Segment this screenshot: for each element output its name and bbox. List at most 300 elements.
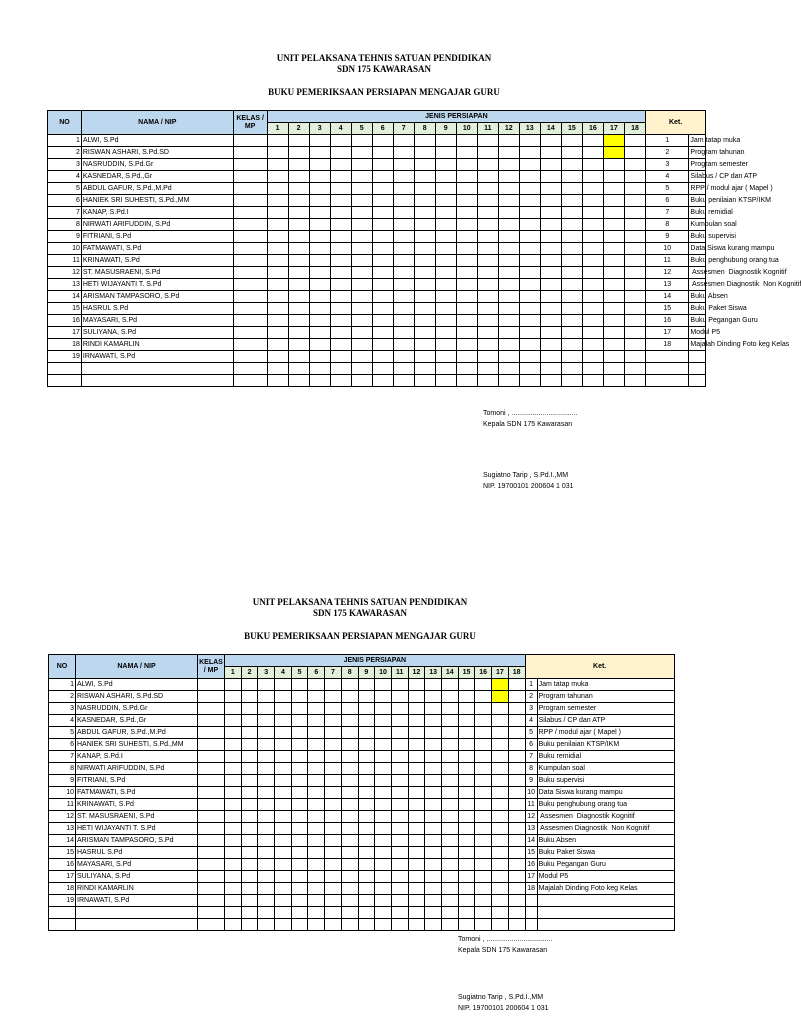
- teacher-name: MAYASARI, S.Pd: [81, 315, 233, 327]
- col-name-header: NAMA / NIP: [76, 655, 198, 679]
- ket-no: [525, 907, 537, 919]
- teacher-name: NASRUDDIN, S.Pd.Gr: [81, 159, 233, 171]
- kelas-cell: [198, 727, 225, 739]
- col-number-3: 3: [258, 667, 275, 679]
- kelas-cell: [198, 883, 225, 895]
- check-cell: [375, 859, 392, 871]
- check-cell: [258, 835, 275, 847]
- check-cell: [275, 739, 292, 751]
- ket-text: Buku remidial: [689, 207, 706, 219]
- check-cell: [258, 703, 275, 715]
- check-cell: [325, 763, 342, 775]
- teacher-no: 4: [48, 171, 82, 183]
- check-cell: [408, 883, 425, 895]
- check-cell: [275, 715, 292, 727]
- check-cell: [492, 871, 509, 883]
- check-cell: [225, 763, 242, 775]
- check-cell: [375, 871, 392, 883]
- check-cell: [275, 775, 292, 787]
- check-cell: [375, 691, 392, 703]
- check-cell: [475, 787, 492, 799]
- ket-text: Data Siswa kurang mampu: [689, 243, 706, 255]
- check-cell: [341, 823, 358, 835]
- table-row: [49, 799, 675, 811]
- check-cell: [492, 811, 509, 823]
- check-cell: [425, 715, 442, 727]
- table-row: [49, 751, 675, 763]
- col-number-5: 5: [291, 667, 308, 679]
- check-cell: [358, 811, 375, 823]
- teacher-no: 19: [49, 895, 76, 907]
- unit-heading: UNIT PELAKSANA TEHNIS SATUAN PENDIDIKAN: [276, 53, 492, 63]
- col-number-8: 8: [341, 667, 358, 679]
- check-cell: [241, 775, 258, 787]
- check-cell: [375, 787, 392, 799]
- col-kelas-header: KELAS / MP: [233, 111, 267, 135]
- check-cell: [375, 835, 392, 847]
- check-cell: [508, 919, 525, 931]
- check-cell: [508, 907, 525, 919]
- check-cell: [375, 763, 392, 775]
- teacher-no: 10: [48, 243, 82, 255]
- check-cell: [308, 751, 325, 763]
- teacher-name: HETI WIJAYANTI T. S.Pd: [76, 823, 198, 835]
- check-cell: [492, 835, 509, 847]
- check-cell: [391, 775, 408, 787]
- check-cell: [258, 775, 275, 787]
- check-cell: [408, 775, 425, 787]
- teacher-name: ST. MASUSRAENI, S.Pd: [76, 811, 198, 823]
- ket-no: 13: [646, 279, 689, 291]
- check-cell: [358, 703, 375, 715]
- check-cell: [258, 739, 275, 751]
- ket-no: 15: [646, 303, 689, 315]
- check-cell: [492, 739, 509, 751]
- check-cell: [258, 787, 275, 799]
- table-row: [49, 727, 675, 739]
- col-number-16: 16: [475, 667, 492, 679]
- check-cell: [308, 811, 325, 823]
- teacher-name: RISWAN ASHARI, S.Pd.SD: [76, 691, 198, 703]
- check-cell: [441, 739, 458, 751]
- kelas-cell: [198, 799, 225, 811]
- ket-text: RPP / modul ajar ( Mapel ): [689, 183, 706, 195]
- check-cell: [492, 823, 509, 835]
- check-cell: [375, 727, 392, 739]
- table-row: [49, 739, 675, 751]
- teacher-name: IRNAWATI, S.Pd: [81, 351, 233, 363]
- ket-text: Silabus / CP dan ATP: [537, 715, 674, 727]
- check-cell: [258, 883, 275, 895]
- teacher-no: 11: [49, 799, 76, 811]
- check-cell: [375, 907, 392, 919]
- check-cell: [408, 751, 425, 763]
- check-cell: [458, 739, 475, 751]
- check-cell: [225, 727, 242, 739]
- place-date: Tomoni , ..................................: [483, 410, 578, 417]
- table-row: [49, 823, 675, 835]
- col-jenis-header: JENIS PERSIAPAN: [225, 655, 526, 667]
- check-cell: [475, 859, 492, 871]
- check-cell: [341, 835, 358, 847]
- check-cell: [358, 919, 375, 931]
- check-cell: [341, 919, 358, 931]
- check-cell: [425, 871, 442, 883]
- check-cell: [441, 871, 458, 883]
- check-cell: [492, 691, 509, 703]
- check-cell: [508, 823, 525, 835]
- col-jenis-header: JENIS PERSIAPAN: [267, 111, 646, 123]
- col-number-15: 15: [561, 123, 582, 135]
- ket-no: 18: [525, 883, 537, 895]
- teacher-no: 8: [48, 219, 82, 231]
- col-number-17: 17: [492, 667, 509, 679]
- check-cell: [325, 835, 342, 847]
- check-cell: [341, 679, 358, 691]
- check-cell: [291, 703, 308, 715]
- check-cell: [408, 739, 425, 751]
- check-cell: [225, 835, 242, 847]
- ket-text: Majalah Dinding Foto keg Kelas: [537, 883, 674, 895]
- check-cell: [258, 679, 275, 691]
- principal-nip: NIP. 19700101 200604 1 031: [458, 1005, 549, 1012]
- check-cell: [275, 847, 292, 859]
- kelas-cell: [198, 823, 225, 835]
- check-cell: [275, 691, 292, 703]
- ket-no: 3: [525, 703, 537, 715]
- ket-no: 4: [525, 715, 537, 727]
- check-cell: [408, 691, 425, 703]
- check-cell: [291, 727, 308, 739]
- ket-no: 17: [525, 871, 537, 883]
- teacher-no: 6: [49, 739, 76, 751]
- check-cell: [291, 787, 308, 799]
- col-number-18: 18: [624, 123, 645, 135]
- check-cell: [341, 799, 358, 811]
- check-cell: [508, 787, 525, 799]
- check-cell: [391, 799, 408, 811]
- check-cell: [358, 883, 375, 895]
- ket-text: Program semester: [537, 703, 674, 715]
- check-cell: [341, 775, 358, 787]
- check-cell: [441, 811, 458, 823]
- check-cell: [475, 679, 492, 691]
- check-cell: [358, 751, 375, 763]
- ket-no: 4: [646, 171, 689, 183]
- teacher-no: 10: [49, 787, 76, 799]
- check-cell: [225, 883, 242, 895]
- col-number-9: 9: [358, 667, 375, 679]
- col-ket-header: Ket.: [525, 655, 674, 679]
- check-cell: [291, 763, 308, 775]
- check-cell: [325, 919, 342, 931]
- check-cell: [308, 859, 325, 871]
- teacher-name: NASRUDDIN, S.Pd.Gr: [76, 703, 198, 715]
- check-cell: [308, 835, 325, 847]
- check-cell: [275, 871, 292, 883]
- teacher-no: 16: [48, 315, 82, 327]
- check-cell: [492, 919, 509, 931]
- check-cell: [308, 691, 325, 703]
- ket-no: 2: [525, 691, 537, 703]
- col-number-14: 14: [540, 123, 561, 135]
- check-cell: [475, 739, 492, 751]
- table-row: [49, 907, 675, 919]
- kelas-cell: [198, 679, 225, 691]
- check-cell: [441, 691, 458, 703]
- ket-text: Buku penilaian KTSP/IKM: [537, 739, 674, 751]
- check-cell: [492, 703, 509, 715]
- teacher-no: 3: [49, 703, 76, 715]
- ket-text: Program tahunan: [689, 147, 706, 159]
- check-cell: [225, 799, 242, 811]
- check-cell: [408, 823, 425, 835]
- kelas-cell: [198, 895, 225, 907]
- check-cell: [408, 763, 425, 775]
- check-cell: [375, 823, 392, 835]
- check-cell: [492, 763, 509, 775]
- check-cell: [225, 859, 242, 871]
- check-cell: [341, 739, 358, 751]
- check-cell: [458, 703, 475, 715]
- ket-text: Buku penghubung orang tua: [537, 799, 674, 811]
- check-cell: [408, 703, 425, 715]
- table-row: [49, 775, 675, 787]
- teacher-no: 6: [48, 195, 82, 207]
- check-cell: [358, 871, 375, 883]
- check-cell: [358, 823, 375, 835]
- col-number-4: 4: [330, 123, 351, 135]
- col-number-4: 4: [275, 667, 292, 679]
- table-row: [49, 691, 675, 703]
- check-cell: [275, 823, 292, 835]
- check-cell: [225, 775, 242, 787]
- ket-no: 5: [646, 183, 689, 195]
- table-body: [49, 655, 675, 931]
- check-cell: [258, 751, 275, 763]
- teacher-no: 17: [49, 871, 76, 883]
- check-cell: [441, 763, 458, 775]
- check-cell: [475, 727, 492, 739]
- place-date: Tomoni , ..................................: [458, 936, 553, 943]
- teacher-name: ALWI, S.Pd: [81, 135, 233, 147]
- check-cell: [275, 727, 292, 739]
- teacher-no: 4: [49, 715, 76, 727]
- col-number-14: 14: [441, 667, 458, 679]
- teacher-name: KANAP, S.Pd.I: [76, 751, 198, 763]
- teacher-name: ARISMAN TAMPASORO, S.Pd: [81, 291, 233, 303]
- check-cell: [241, 787, 258, 799]
- col-number-8: 8: [414, 123, 435, 135]
- check-cell: [358, 835, 375, 847]
- teacher-name: NIRWATI ARIFUDDIN, S.Pd: [76, 763, 198, 775]
- check-cell: [425, 847, 442, 859]
- kelas-cell: [198, 751, 225, 763]
- check-cell: [258, 859, 275, 871]
- ket-no: 10: [525, 787, 537, 799]
- teacher-name: RINDI KAMARLIN: [76, 883, 198, 895]
- check-cell: [475, 691, 492, 703]
- teacher-no: 15: [48, 303, 82, 315]
- check-cell: [492, 847, 509, 859]
- kelas-cell: [198, 715, 225, 727]
- check-cell: [391, 847, 408, 859]
- check-cell: [492, 787, 509, 799]
- teacher-no: 11: [48, 255, 82, 267]
- kelas-cell: [198, 871, 225, 883]
- check-cell: [441, 679, 458, 691]
- check-cell: [341, 871, 358, 883]
- teacher-name: ABDUL GAFUR, S.Pd.,M.Pd: [76, 727, 198, 739]
- check-cell: [425, 823, 442, 835]
- check-cell: [225, 787, 242, 799]
- check-cell: [408, 727, 425, 739]
- ket-text: Modul P5: [537, 871, 674, 883]
- check-cell: [508, 811, 525, 823]
- check-cell: [408, 871, 425, 883]
- check-cell: [441, 919, 458, 931]
- check-cell: [408, 679, 425, 691]
- ket-no: 1: [646, 135, 689, 147]
- check-cell: [508, 763, 525, 775]
- check-cell: [425, 763, 442, 775]
- check-cell: [225, 907, 242, 919]
- ket-no: 15: [525, 847, 537, 859]
- check-cell: [441, 703, 458, 715]
- check-cell: [475, 715, 492, 727]
- teacher-name: RISWAN ASHARI, S.Pd.SD: [81, 147, 233, 159]
- check-cell: [325, 883, 342, 895]
- check-cell: [391, 787, 408, 799]
- check-cell: [475, 895, 492, 907]
- check-cell: [308, 775, 325, 787]
- ket-text: Modul P5: [689, 327, 706, 339]
- ket-text: Jam tatap muka: [689, 135, 706, 147]
- check-cell: [358, 799, 375, 811]
- teacher-no: 13: [48, 279, 82, 291]
- teacher-name: FITRIANI, S.Pd: [76, 775, 198, 787]
- check-cell: [341, 715, 358, 727]
- teacher-name: [76, 907, 198, 919]
- teacher-no: 13: [49, 823, 76, 835]
- check-cell: [308, 763, 325, 775]
- check-cell: [508, 871, 525, 883]
- check-cell: [341, 727, 358, 739]
- table-row: [49, 835, 675, 847]
- ket-no: 14: [646, 291, 689, 303]
- ket-text: Majalah Dinding Foto keg Kelas: [689, 339, 706, 351]
- col-name-header: NAMA / NIP: [81, 111, 233, 135]
- check-cell: [275, 763, 292, 775]
- teacher-no: 14: [49, 835, 76, 847]
- check-cell: [391, 703, 408, 715]
- school-heading: SDN 175 KAWARASAN: [336, 64, 431, 74]
- check-cell: [391, 883, 408, 895]
- check-cell: [291, 871, 308, 883]
- teacher-name: ARISMAN TAMPASORO, S.Pd: [76, 835, 198, 847]
- check-cell: [341, 847, 358, 859]
- ket-text: Data Siswa kurang mampu: [537, 787, 674, 799]
- check-cell: [441, 727, 458, 739]
- check-cell: [375, 883, 392, 895]
- check-cell: [425, 727, 442, 739]
- ket-text: Assesmen Diagnostik Kognitif: [689, 267, 706, 279]
- col-number-16: 16: [582, 123, 603, 135]
- teacher-no: 2: [48, 147, 82, 159]
- col-number-10: 10: [375, 667, 392, 679]
- check-cell: [225, 715, 242, 727]
- check-cell: [325, 871, 342, 883]
- check-cell: [258, 715, 275, 727]
- check-cell: [408, 835, 425, 847]
- check-cell: [325, 787, 342, 799]
- table-row: [49, 895, 675, 907]
- check-cell: [391, 859, 408, 871]
- check-cell: [225, 811, 242, 823]
- check-cell: [425, 811, 442, 823]
- check-cell: [341, 763, 358, 775]
- check-cell: [358, 691, 375, 703]
- check-cell: [425, 775, 442, 787]
- check-cell: [241, 895, 258, 907]
- check-cell: [291, 751, 308, 763]
- school-heading: SDN 175 KAWARASAN: [312, 608, 407, 618]
- check-cell: [425, 703, 442, 715]
- check-cell: [441, 787, 458, 799]
- check-cell: [375, 919, 392, 931]
- teacher-no: 15: [49, 847, 76, 859]
- check-cell: [358, 679, 375, 691]
- check-cell: [475, 799, 492, 811]
- check-cell: [475, 847, 492, 859]
- principal-name: Sugiatno Tarip , S.Pd.I.,MM: [458, 994, 544, 1001]
- ket-no: 9: [646, 231, 689, 243]
- check-cell: [441, 859, 458, 871]
- check-cell: [275, 835, 292, 847]
- kelas-cell: [198, 847, 225, 859]
- kelas-cell: [198, 739, 225, 751]
- check-cell: [308, 787, 325, 799]
- check-cell: [458, 871, 475, 883]
- unit-heading: UNIT PELAKSANA TEHNIS SATUAN PENDIDIKAN: [252, 597, 468, 607]
- check-cell: [458, 751, 475, 763]
- check-cell: [458, 847, 475, 859]
- check-cell: [408, 787, 425, 799]
- check-cell: [291, 883, 308, 895]
- check-cell: [458, 835, 475, 847]
- check-cell: [458, 715, 475, 727]
- check-cell: [475, 703, 492, 715]
- ket-no: 16: [525, 859, 537, 871]
- header-row: [49, 655, 675, 667]
- table-row: [49, 703, 675, 715]
- ket-text: Program semester: [689, 159, 706, 171]
- kelas-cell: [198, 787, 225, 799]
- check-cell: [508, 727, 525, 739]
- check-cell: [475, 871, 492, 883]
- check-cell: [425, 895, 442, 907]
- table-row: [49, 715, 675, 727]
- check-cell: [275, 787, 292, 799]
- check-cell: [458, 895, 475, 907]
- teacher-name: KANAP, S.Pd.I: [81, 207, 233, 219]
- check-cell: [375, 715, 392, 727]
- check-cell: [458, 799, 475, 811]
- check-cell: [308, 679, 325, 691]
- check-cell: [375, 847, 392, 859]
- col-number-5: 5: [351, 123, 372, 135]
- check-cell: [408, 715, 425, 727]
